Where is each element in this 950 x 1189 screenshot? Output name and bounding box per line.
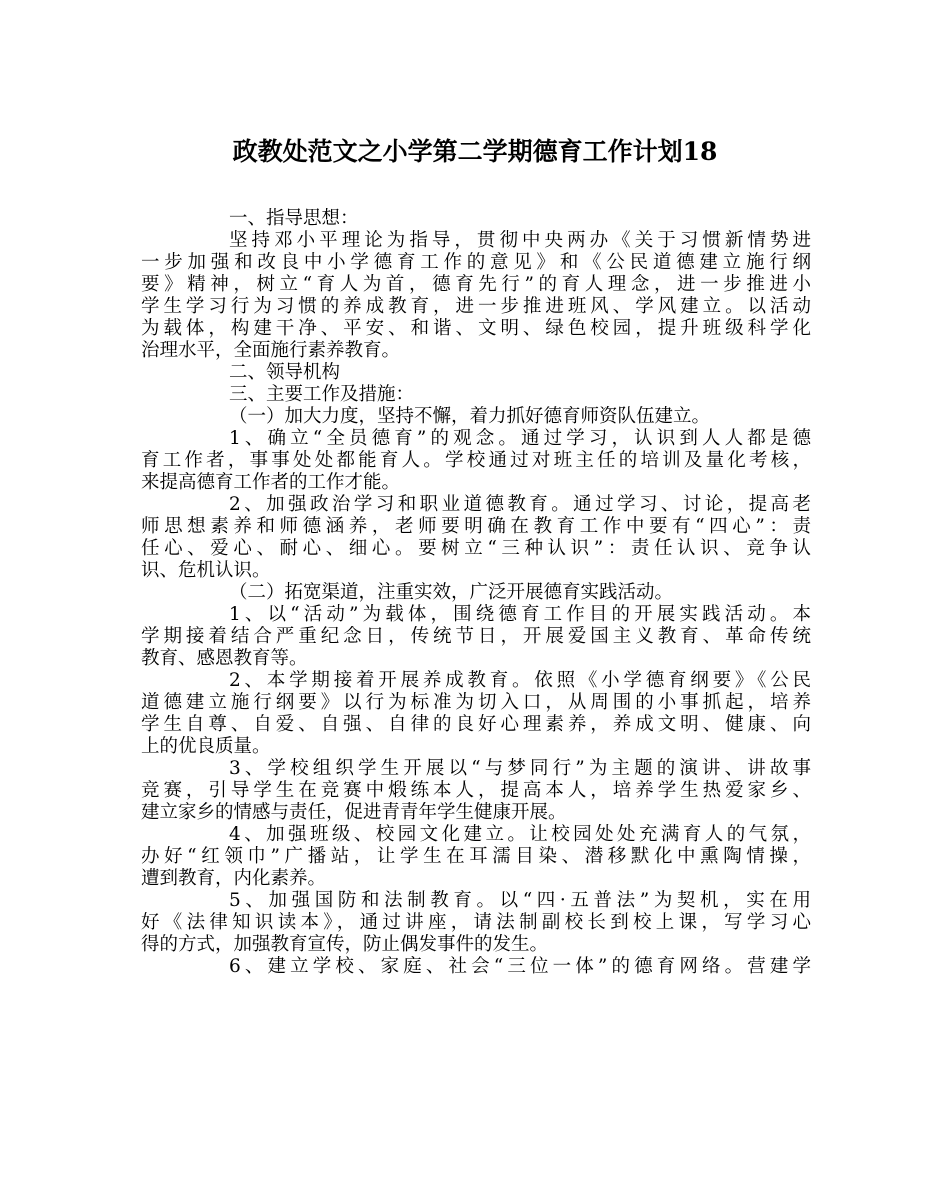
text-line: 3、学校组织学生开展以“与梦同行”为主题的演讲、讲故事 — [229, 758, 811, 779]
text-line: 师思想素养和师德涵养，老师要明确在教育工作中要有“四心”：责 — [141, 516, 811, 537]
document-title: 政教处范文之小学第二学期德育工作计划18 — [232, 137, 718, 166]
text-line: 2、加强政治学习和职业道德教育。通过学习、讨论，提高老 — [229, 494, 811, 515]
text-line: （二）拓宽渠道，注重实效，广泛开展德育实践活动。 — [229, 582, 674, 603]
text-line: 学生自尊、自爱、自强、自律的良好心理素养，养成文明、健康、向 — [141, 714, 811, 735]
text-line: 上的优良质量。 — [141, 736, 271, 757]
text-line: 教育、感恩教育等。 — [141, 648, 308, 669]
text-line: 道德建立施行纲要》以行为标准为切入口，从周围的小事抓起，培养 — [141, 692, 811, 713]
text-line: （一）加大力度，坚持不懈，着力抓好德育师资队伍建立。 — [229, 406, 711, 427]
text-line: 1、确立“全员德育”的观念。通过学习，认识到人人都是德 — [229, 428, 811, 449]
text-line: 育工作者，事事处处都能育人。学校通过对班主任的培训及量化考核， — [141, 450, 811, 471]
text-line: 竞赛，引导学生在竞赛中煅练本人，提高本人，培养学生热爱家乡、 — [141, 780, 811, 801]
document-body — [141, 208, 811, 978]
text-line: 建立家乡的情感与责任，促进青青年学生健康开展。 — [141, 802, 567, 823]
text-line: 一步加强和改良中小学德育工作的意见》和《公民道德建立施行纲 — [141, 252, 811, 273]
text-line: 1、以“活动”为载体，围绕德育工作目的开展实践活动。本 — [229, 604, 811, 625]
text-line: 识、危机认识。 — [141, 560, 271, 581]
text-line: 4、加强班级、校园文化建立。让校园处处充满育人的气氛， — [229, 824, 811, 845]
text-line: 为载体，构建干净、平安、和谐、文明、绿色校园，提升班级科学化 — [141, 318, 811, 339]
text-line: 一、指导思想： — [229, 208, 359, 229]
text-line: 来提高德育工作者的工作才能。 — [141, 472, 401, 493]
text-line: 办好“红领巾”广播站，让学生在耳濡目染、潜移默化中熏陶情操， — [141, 846, 811, 867]
text-line: 遭到教育，内化素养。 — [141, 868, 327, 889]
text-line: 学生学习行为习惯的养成教育，进一步推进班风、学风建立。以活动 — [141, 296, 811, 317]
text-line: 2、本学期接着开展养成教育。依照《小学德育纲要》《公民 — [229, 670, 811, 691]
text-line: 得的方式，加强教育宣传，防止偶发事件的发生。 — [141, 934, 549, 955]
text-line: 5、加强国防和法制教育。以“四·五普法”为契机，实在用 — [229, 890, 811, 911]
text-line: 二、领导机构 — [229, 362, 341, 383]
text-line: 坚持邓小平理论为指导，贯彻中央两办《关于习惯新情势进 — [229, 230, 811, 251]
text-line: 学期接着结合严重纪念日，传统节日，开展爱国主义教育、革命传统 — [141, 626, 811, 647]
text-line: 好《法律知识读本》，通过讲座，请法制副校长到校上课，写学习心 — [141, 912, 811, 933]
text-line: 6、建立学校、家庭、社会“三位一体”的德育网络。营建学 — [229, 956, 811, 977]
text-line: 三、主要工作及措施： — [229, 384, 415, 405]
text-line: 治理水平，全面施行素养教育。 — [141, 340, 401, 361]
text-line: 任心、爱心、耐心、细心。要树立“三种认识”：责任认识、竞争认 — [141, 538, 811, 559]
text-line: 要》精神，树立“育人为首，德育先行”的育人理念，进一步推进小 — [141, 274, 811, 295]
